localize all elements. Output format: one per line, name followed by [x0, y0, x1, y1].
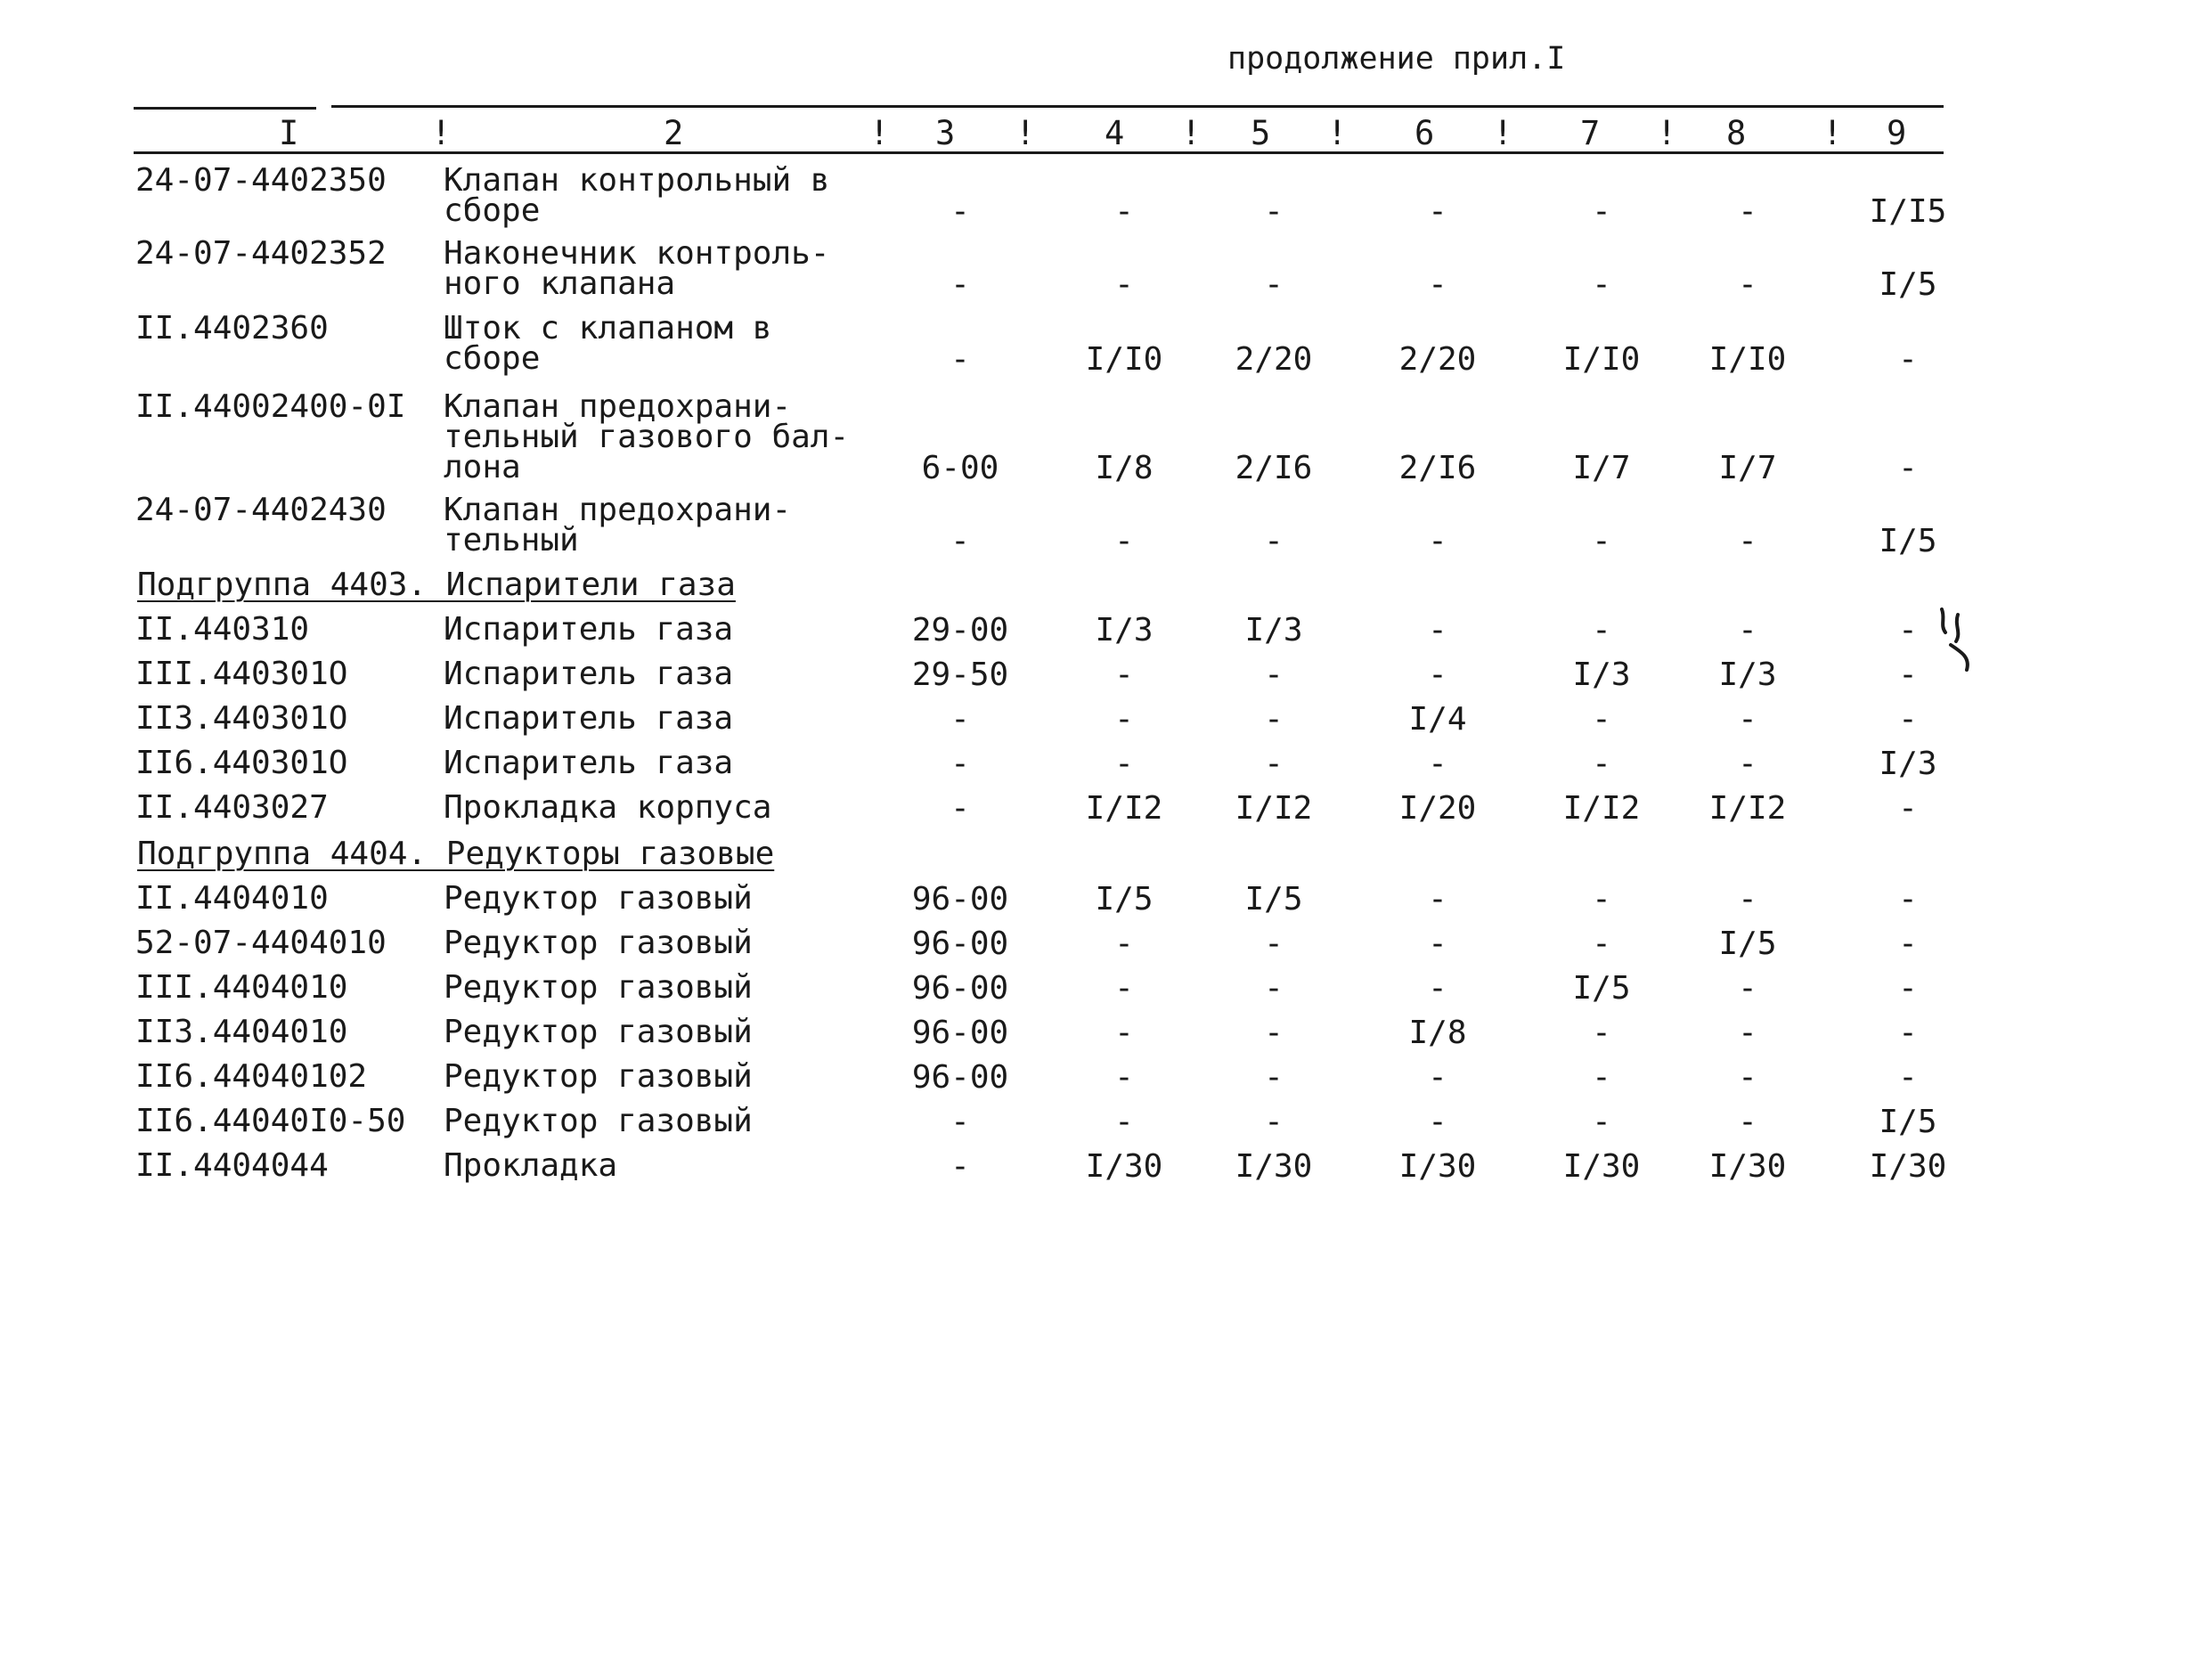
value-cell-col-8: - — [1738, 1104, 1757, 1140]
value-cell-col-8: - — [1738, 266, 1757, 303]
description-cell: Редуктор газовый — [444, 969, 753, 1006]
value-cell-col-4: I/I2 — [1085, 790, 1163, 827]
value-cell-col-8: - — [1738, 523, 1757, 559]
value-cell-col-9: I/3 — [1879, 746, 1937, 782]
header-col-1: I — [279, 114, 299, 152]
part-number-cell: II.4404010 — [135, 880, 329, 917]
part-number-cell: II.440310 — [135, 611, 310, 648]
value-cell-col-8: I/I2 — [1708, 790, 1787, 827]
value-cell-col-6: - — [1428, 926, 1447, 962]
value-cell-col-5: - — [1264, 193, 1284, 230]
value-cell-col-6: - — [1428, 523, 1447, 559]
value-cell-col-9: - — [1898, 926, 1918, 962]
value-cell-col-9: - — [1898, 790, 1918, 827]
page-caption: продолжение прил.I — [1227, 41, 1566, 77]
value-cell-col-7: I/30 — [1562, 1148, 1641, 1185]
value-cell-col-8: - — [1738, 1015, 1757, 1051]
description-cell: Испаритель газа — [444, 745, 734, 781]
value-cell-col-4: I/I0 — [1085, 341, 1163, 378]
handwritten-margin-mark — [1931, 606, 1985, 677]
value-cell-col-9: - — [1898, 657, 1918, 693]
value-cell-col-4: - — [1114, 1015, 1134, 1051]
value-cell-col-5: - — [1264, 970, 1284, 1007]
value-cell-col-7: - — [1592, 193, 1611, 230]
value-cell-col-9: - — [1898, 341, 1918, 378]
value-cell-col-9: - — [1898, 1015, 1918, 1051]
value-cell-col-6: I/30 — [1398, 1148, 1477, 1185]
value-cell-col-7: - — [1592, 612, 1611, 648]
value-cell-col-6: - — [1428, 1059, 1447, 1096]
part-number-cell: 24-07-4402352 — [135, 235, 387, 272]
header-separator: ! — [1015, 114, 1036, 152]
value-cell-col-5: - — [1264, 926, 1284, 962]
value-cell-col-4: - — [1114, 657, 1134, 693]
header-col-5: 5 — [1251, 114, 1271, 152]
value-cell-col-4: I/5 — [1095, 881, 1154, 917]
part-number-cell: 52-07-4404010 — [135, 925, 387, 961]
part-number-cell: 24-07-4402350 — [135, 162, 387, 199]
value-cell-col-6: - — [1428, 193, 1447, 230]
value-cell-col-7: I/7 — [1572, 450, 1631, 486]
description-cell: Редуктор газовый — [444, 1058, 753, 1095]
header-separator: ! — [869, 114, 890, 152]
value-cell-col-8: - — [1738, 970, 1757, 1007]
description-cell: Испаритель газа — [444, 700, 734, 737]
part-number-cell: II.4402360 — [135, 310, 329, 347]
value-cell-col-4: - — [1114, 926, 1134, 962]
value-cell-col-5: - — [1264, 1059, 1284, 1096]
value-cell-col-3: 96-00 — [911, 881, 1009, 917]
part-number-cell: II.44002400-0I — [135, 388, 406, 425]
description-cell: Редуктор газовый — [444, 1014, 753, 1050]
header-separator: ! — [1657, 114, 1677, 152]
value-cell-col-8: I/5 — [1718, 926, 1777, 962]
description-cell: Прокладка — [444, 1147, 618, 1184]
value-cell-col-7: - — [1592, 1015, 1611, 1051]
value-cell-col-3: 29-00 — [911, 612, 1009, 648]
value-cell-col-8: I/7 — [1718, 450, 1777, 486]
value-cell-col-8: - — [1738, 193, 1757, 230]
value-cell-col-6: 2/20 — [1398, 341, 1477, 378]
header-col-9: 9 — [1887, 114, 1907, 152]
value-cell-col-5: - — [1264, 1015, 1284, 1051]
value-cell-col-3: - — [950, 523, 970, 559]
value-cell-col-4: - — [1114, 746, 1134, 782]
description-cell: Редуктор газовый — [444, 880, 753, 917]
value-cell-col-3: 96-00 — [911, 1059, 1009, 1096]
value-cell-col-3: - — [950, 1148, 970, 1185]
value-cell-col-9: I/5 — [1879, 266, 1937, 303]
header-separator: ! — [1327, 114, 1348, 152]
header-separator: ! — [1181, 114, 1202, 152]
value-cell-col-6: I/20 — [1398, 790, 1477, 827]
value-cell-col-6: I/8 — [1408, 1015, 1467, 1051]
value-cell-col-5: I/30 — [1235, 1148, 1313, 1185]
value-cell-col-5: - — [1264, 523, 1284, 559]
value-cell-col-4: I/30 — [1085, 1148, 1163, 1185]
value-cell-col-3: - — [950, 790, 970, 827]
value-cell-col-6: - — [1428, 266, 1447, 303]
header-top-rule-right — [331, 105, 1944, 108]
part-number-cell: III.4404010 — [135, 969, 348, 1006]
group-heading: Подгруппа 4404. Редукторы газовые — [137, 836, 775, 872]
description-cell: Клапан контрольный в сборе — [444, 162, 830, 229]
value-cell-col-7: - — [1592, 1059, 1611, 1096]
value-cell-col-7: I/I2 — [1562, 790, 1641, 827]
value-cell-col-9: - — [1898, 1059, 1918, 1096]
header-col-2: 2 — [664, 114, 684, 152]
value-cell-col-5: - — [1264, 746, 1284, 782]
value-cell-col-7: - — [1592, 1104, 1611, 1140]
value-cell-col-3: - — [950, 266, 970, 303]
value-cell-col-5: - — [1264, 266, 1284, 303]
value-cell-col-7: I/3 — [1572, 657, 1631, 693]
value-cell-col-7: - — [1592, 266, 1611, 303]
value-cell-col-9: I/I5 — [1869, 193, 1947, 230]
value-cell-col-7: - — [1592, 881, 1611, 917]
value-cell-col-5: I/3 — [1244, 612, 1303, 648]
part-number-cell: II3.440301O — [135, 700, 348, 737]
value-cell-col-7: - — [1592, 701, 1611, 738]
value-cell-col-4: - — [1114, 1104, 1134, 1140]
value-cell-col-9: I/5 — [1879, 1104, 1937, 1140]
value-cell-col-5: I/I2 — [1235, 790, 1313, 827]
value-cell-col-9: - — [1898, 881, 1918, 917]
value-cell-col-7: - — [1592, 523, 1611, 559]
description-cell: Редуктор газовый — [444, 1103, 753, 1139]
value-cell-col-5: 2/20 — [1235, 341, 1313, 378]
part-number-cell: III.440301O — [135, 656, 348, 692]
value-cell-col-5: 2/I6 — [1235, 450, 1313, 486]
part-number-cell: II.4403027 — [135, 789, 329, 826]
header-separator: ! — [1822, 114, 1843, 152]
value-cell-col-3: - — [950, 341, 970, 378]
value-cell-col-9: - — [1898, 970, 1918, 1007]
value-cell-col-8: - — [1738, 1059, 1757, 1096]
description-cell: Наконечник контроль- ного клапана — [444, 235, 830, 302]
value-cell-col-8: - — [1738, 701, 1757, 738]
value-cell-col-7: - — [1592, 746, 1611, 782]
header-col-4: 4 — [1105, 114, 1125, 152]
header-col-6: 6 — [1414, 114, 1435, 152]
value-cell-col-3: - — [950, 746, 970, 782]
value-cell-col-5: - — [1264, 657, 1284, 693]
value-cell-col-9: - — [1898, 450, 1918, 486]
value-cell-col-9: I/30 — [1869, 1148, 1947, 1185]
value-cell-col-3: 96-00 — [911, 1015, 1009, 1051]
value-cell-col-7: - — [1592, 926, 1611, 962]
description-cell: Клапан предохрани- тельный газового бал- лона — [444, 388, 850, 485]
value-cell-col-3: 96-00 — [911, 970, 1009, 1007]
header-separator: ! — [431, 114, 452, 152]
value-cell-col-6: I/4 — [1408, 701, 1467, 738]
value-cell-col-6: - — [1428, 970, 1447, 1007]
value-cell-col-4: - — [1114, 266, 1134, 303]
value-cell-col-6: - — [1428, 881, 1447, 917]
value-cell-col-6: - — [1428, 746, 1447, 782]
value-cell-col-4: - — [1114, 1059, 1134, 1096]
value-cell-col-6: - — [1428, 657, 1447, 693]
description-cell: Испаритель газа — [444, 656, 734, 692]
value-cell-col-8: - — [1738, 881, 1757, 917]
value-cell-col-5: - — [1264, 701, 1284, 738]
value-cell-col-3: - — [950, 193, 970, 230]
header-col-3: 3 — [935, 114, 956, 152]
header-top-rule-left — [134, 107, 316, 110]
part-number-cell: II6.44040102 — [135, 1058, 368, 1095]
value-cell-col-8: I/I0 — [1708, 341, 1787, 378]
value-cell-col-9: - — [1898, 612, 1918, 648]
value-cell-col-4: I/3 — [1095, 612, 1154, 648]
value-cell-col-4: I/8 — [1095, 450, 1154, 486]
description-cell: Испаритель газа — [444, 611, 734, 648]
value-cell-col-3: 29-50 — [911, 657, 1009, 693]
description-cell: Шток с клапаном в сборе — [444, 310, 772, 377]
value-cell-col-7: I/5 — [1572, 970, 1631, 1007]
value-cell-col-3: - — [950, 701, 970, 738]
header-col-7: 7 — [1580, 114, 1601, 152]
value-cell-col-7: I/I0 — [1562, 341, 1641, 378]
value-cell-col-4: - — [1114, 193, 1134, 230]
value-cell-col-5: I/5 — [1244, 881, 1303, 917]
value-cell-col-9: - — [1898, 701, 1918, 738]
value-cell-col-6: 2/I6 — [1398, 450, 1477, 486]
header-col-8: 8 — [1726, 114, 1747, 152]
header-separator: ! — [1493, 114, 1513, 152]
description-cell: Редуктор газовый — [444, 925, 753, 961]
part-number-cell: II6.44040I0-50 — [135, 1103, 406, 1139]
description-cell: Клапан предохрани- тельный — [444, 492, 792, 559]
value-cell-col-5: - — [1264, 1104, 1284, 1140]
value-cell-col-3: 6-00 — [921, 450, 999, 486]
value-cell-col-3: 96-00 — [911, 926, 1009, 962]
value-cell-col-9: I/5 — [1879, 523, 1937, 559]
value-cell-col-4: - — [1114, 701, 1134, 738]
value-cell-col-8: I/30 — [1708, 1148, 1787, 1185]
part-number-cell: II6.440301O — [135, 745, 348, 781]
value-cell-col-8: I/3 — [1718, 657, 1777, 693]
value-cell-col-6: - — [1428, 612, 1447, 648]
description-cell: Прокладка корпуса — [444, 789, 772, 826]
value-cell-col-8: - — [1738, 612, 1757, 648]
part-number-cell: II3.4404010 — [135, 1014, 348, 1050]
group-heading: Подгруппа 4403. Испарители газа — [137, 567, 736, 603]
part-number-cell: II.4404044 — [135, 1147, 329, 1184]
value-cell-col-3: - — [950, 1104, 970, 1140]
value-cell-col-4: - — [1114, 523, 1134, 559]
value-cell-col-4: - — [1114, 970, 1134, 1007]
value-cell-col-6: - — [1428, 1104, 1447, 1140]
part-number-cell: 24-07-4402430 — [135, 492, 387, 528]
value-cell-col-8: - — [1738, 746, 1757, 782]
